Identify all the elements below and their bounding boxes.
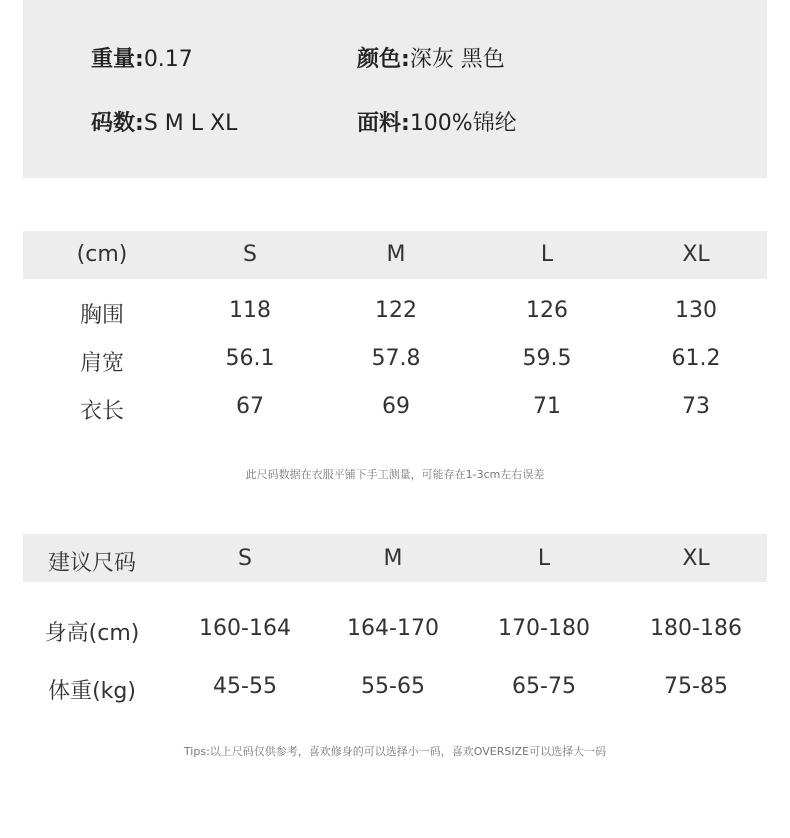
measure-cell: 57.8 — [371, 346, 421, 371]
product-info-panel — [23, 0, 767, 178]
measure-cell: 73 — [682, 394, 710, 419]
recommend-cell: 55-65 — [361, 674, 425, 699]
color-value: 深灰 黑色 — [409, 47, 505, 72]
recommend-header-cell: XL — [682, 546, 710, 571]
measure-row-label: 肩宽 — [79, 351, 125, 376]
recommend-cell: 65-75 — [512, 674, 576, 699]
color-info — [357, 42, 505, 73]
size-info — [91, 106, 237, 137]
measure-cell: 130 — [675, 298, 717, 323]
measure-cell: 126 — [526, 298, 568, 323]
measure-row-label: 胸围 — [79, 303, 125, 328]
size-label: 码数: — [91, 111, 144, 136]
recommend-header-cell: 建议尺码 — [47, 551, 137, 576]
recommend-cell: 160-164 — [199, 616, 291, 641]
color-label: 颜色: — [357, 47, 410, 72]
recommend-cell: 75-85 — [664, 674, 728, 699]
measure-cell: 67 — [236, 394, 264, 419]
measure-header-cell: S — [243, 242, 257, 267]
measure-header-cell: (cm) — [76, 242, 128, 267]
measure-cell: 59.5 — [522, 346, 572, 371]
recommend-cell: 164-170 — [347, 616, 439, 641]
measure-cell: 118 — [229, 298, 271, 323]
measure-cell: 71 — [533, 394, 561, 419]
fabric-info — [357, 106, 517, 137]
measure-cell: 122 — [375, 298, 417, 323]
measure-row-label: 衣长 — [79, 399, 125, 424]
recommend-row-label: 身高(cm) — [44, 621, 140, 646]
recommend-cell: 45-55 — [213, 674, 277, 699]
measure-cell: 56.1 — [225, 346, 275, 371]
measure-cell: 69 — [382, 394, 410, 419]
weight-value: 0.17 — [143, 47, 193, 72]
tips-note: Tips:以上尺码仅供参考，喜欢修身的可以选择小一码，喜欢OVERSIZE可以选择大一码 — [183, 745, 607, 758]
measure-header-cell: L — [540, 242, 554, 267]
weight-label: 重量: — [91, 47, 144, 72]
size-value: S M L XL — [143, 111, 238, 136]
recommend-header-cell: M — [383, 546, 403, 571]
recommend-header-cell: L — [537, 546, 551, 571]
measure-cell: 61.2 — [671, 346, 721, 371]
weight-info — [91, 42, 193, 73]
measure-note: 此尺码数据在衣服平铺下手工测量，可能存在1-3cm左右误差 — [245, 468, 545, 481]
fabric-value: 100%锦纶 — [409, 111, 517, 136]
fabric-label: 面料: — [357, 111, 410, 136]
recommend-header-cell: S — [238, 546, 252, 571]
recommend-row-label: 体重(kg) — [48, 679, 136, 704]
recommend-cell: 180-186 — [650, 616, 742, 641]
measure-header-cell: M — [386, 242, 406, 267]
recommend-cell: 170-180 — [498, 616, 590, 641]
measure-header-cell: XL — [682, 242, 710, 267]
